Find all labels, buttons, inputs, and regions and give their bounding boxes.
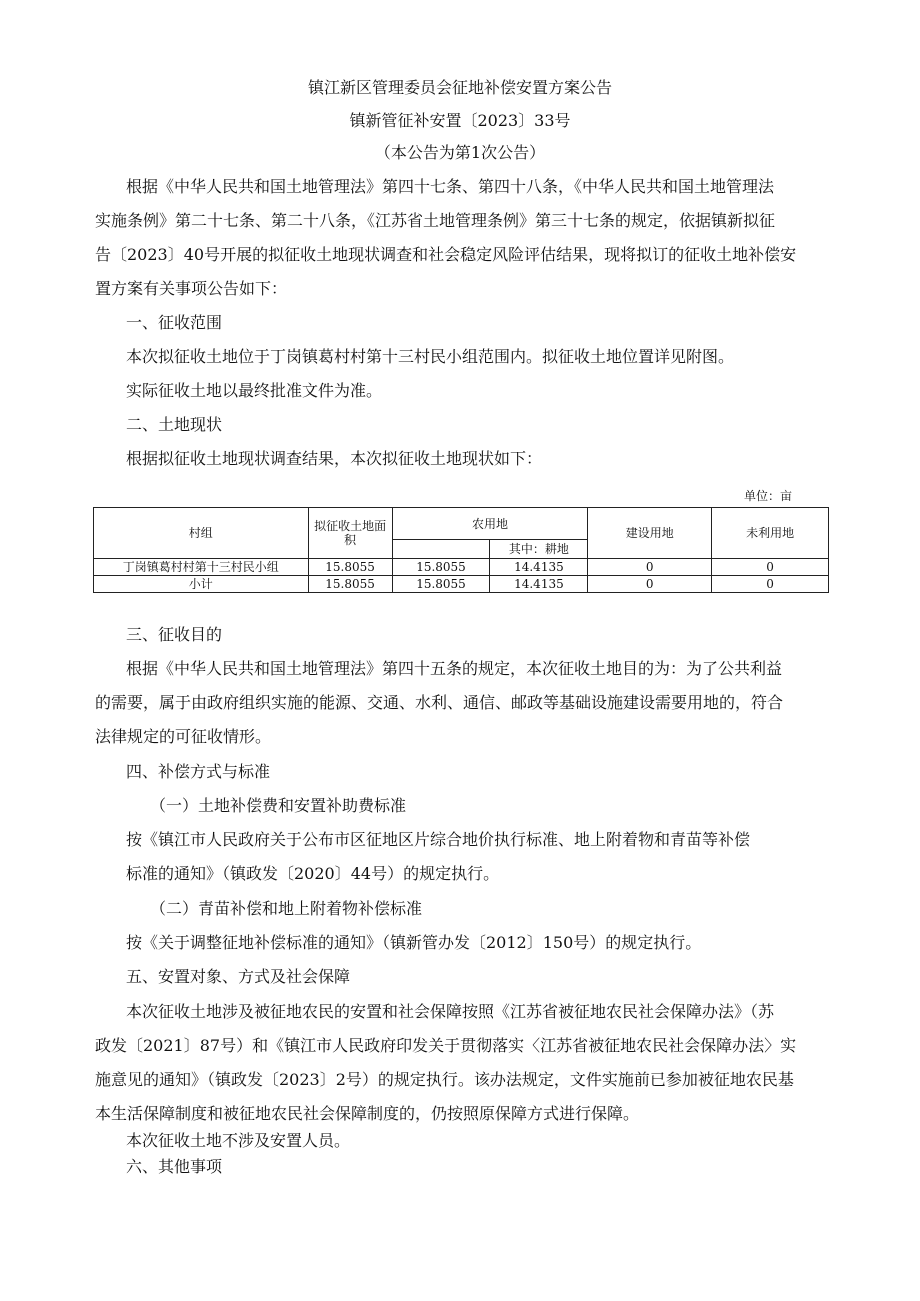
header-arable: 其中：耕地 <box>490 540 588 559</box>
cell-unused: 0 <box>712 559 829 576</box>
section-heading: 六、其他事项 <box>126 1157 223 1176</box>
header-farmland: 农用地 <box>392 508 588 540</box>
cell-farmland: 15.8055 <box>392 559 490 576</box>
paragraph-line: 施意见的通知》（镇政发〔2023〕2号）的规定执行。该办法规定，文件实施前已参加被征地农民基 <box>95 1070 794 1089</box>
paragraph-line: 标准的通知》（镇政发〔2020〕44号）的规定执行。 <box>126 864 500 883</box>
cell-village: 小计 <box>94 576 309 593</box>
header-unused: 未利用地 <box>712 508 829 559</box>
paragraph-line: 根据拟征收土地现状调查结果，本次拟征收土地现状如下： <box>126 449 543 468</box>
cell-total: 15.8055 <box>308 559 392 576</box>
paragraph-line: 按《关于调整征地补偿标准的通知》（镇新管办发〔2012〕150号）的规定执行。 <box>126 933 702 952</box>
intro-line: 根据《中华人民共和国土地管理法》第四十七条、第四十八条，《中华人民共和国土地管理法 <box>126 177 775 196</box>
cell-construction: 0 <box>588 559 712 576</box>
cell-unused: 0 <box>712 576 829 593</box>
cell-construction: 0 <box>588 576 712 593</box>
table-unit: 单位：亩 <box>743 489 792 503</box>
paragraph-line: 本生活保障制度和被征地农民社会保障制度的，仍按照原保障方式进行保障。 <box>95 1104 640 1123</box>
paragraph-line: 实际征收土地以最终批准文件为准。 <box>126 381 383 400</box>
table-row <box>94 576 829 593</box>
intro-line: 告〔2023〕40号开展的拟征收土地现状调查和社会稳定风险评估结果，现将拟订的征收土地补偿安 <box>95 245 797 264</box>
announcement-note: （本公告为第1次公告） <box>374 143 546 162</box>
cell-total: 15.8055 <box>308 576 392 593</box>
subsection-heading: （一）土地补偿费和安置补助费标准 <box>150 796 407 815</box>
section-heading: 一、征收范围 <box>126 313 223 332</box>
intro-line: 置方案有关事项公告如下： <box>95 279 288 298</box>
header-village: 村组 <box>94 508 309 559</box>
intro-line: 实施条例》第二十七条、第二十八条，《江苏省土地管理条例》第三十七条的规定，依据镇新拟征 <box>95 211 776 230</box>
paragraph-line: 本次拟征收土地位于丁岗镇葛村村第十三村民小组范围内。拟征收土地位置详见附图。 <box>126 347 735 366</box>
paragraph-line: 法律规定的可征收情形。 <box>95 727 272 746</box>
header-total-area: 拟征收土地面积 <box>308 508 392 559</box>
section-heading: 三、征收目的 <box>126 625 223 644</box>
land-status-table <box>93 507 829 593</box>
section-heading: 二、土地现状 <box>126 415 223 434</box>
paragraph-line: 根据《中华人民共和国土地管理法》第四十五条的规定，本次征收土地目的为：为了公共利益 <box>126 659 783 678</box>
header-farmland-blank <box>392 540 490 559</box>
cell-village: 丁岗镇葛村村第十三村民小组 <box>94 559 309 576</box>
table-row <box>94 559 829 576</box>
page-title: 镇江新区管理委员会征地补偿安置方案公告 <box>307 78 612 97</box>
paragraph-line: 本次征收土地涉及被征地农民的安置和社会保障按照《江苏省被征地农民社会保障办法》（苏 <box>126 1002 775 1021</box>
cell-arable: 14.4135 <box>490 559 588 576</box>
paragraph-line: 政发〔2021〕87号）和《镇江市人民政府印发关于贯彻落实〈江苏省被征地农民社会保障办法〉实 <box>95 1036 797 1055</box>
paragraph-line: 本次征收土地不涉及安置人员。 <box>126 1131 351 1150</box>
document-number: 镇新管征补安置〔2023〕33号 <box>349 111 571 130</box>
cell-farmland: 15.8055 <box>392 576 490 593</box>
section-heading: 四、补偿方式与标准 <box>126 762 271 781</box>
cell-arable: 14.4135 <box>490 576 588 593</box>
subsection-heading: （二）青苗补偿和地上附着物补偿标准 <box>150 899 423 918</box>
paragraph-line: 按《镇江市人民政府关于公布市区征地区片综合地价执行标准、地上附着物和青苗等补偿 <box>126 830 751 849</box>
header-construction: 建设用地 <box>588 508 712 559</box>
paragraph-line: 的需要，属于由政府组织实施的能源、交通、水利、通信、邮政等基础设施建设需要用地的，符合 <box>95 693 784 712</box>
section-heading: 五、安置对象、方式及社会保障 <box>126 967 351 986</box>
